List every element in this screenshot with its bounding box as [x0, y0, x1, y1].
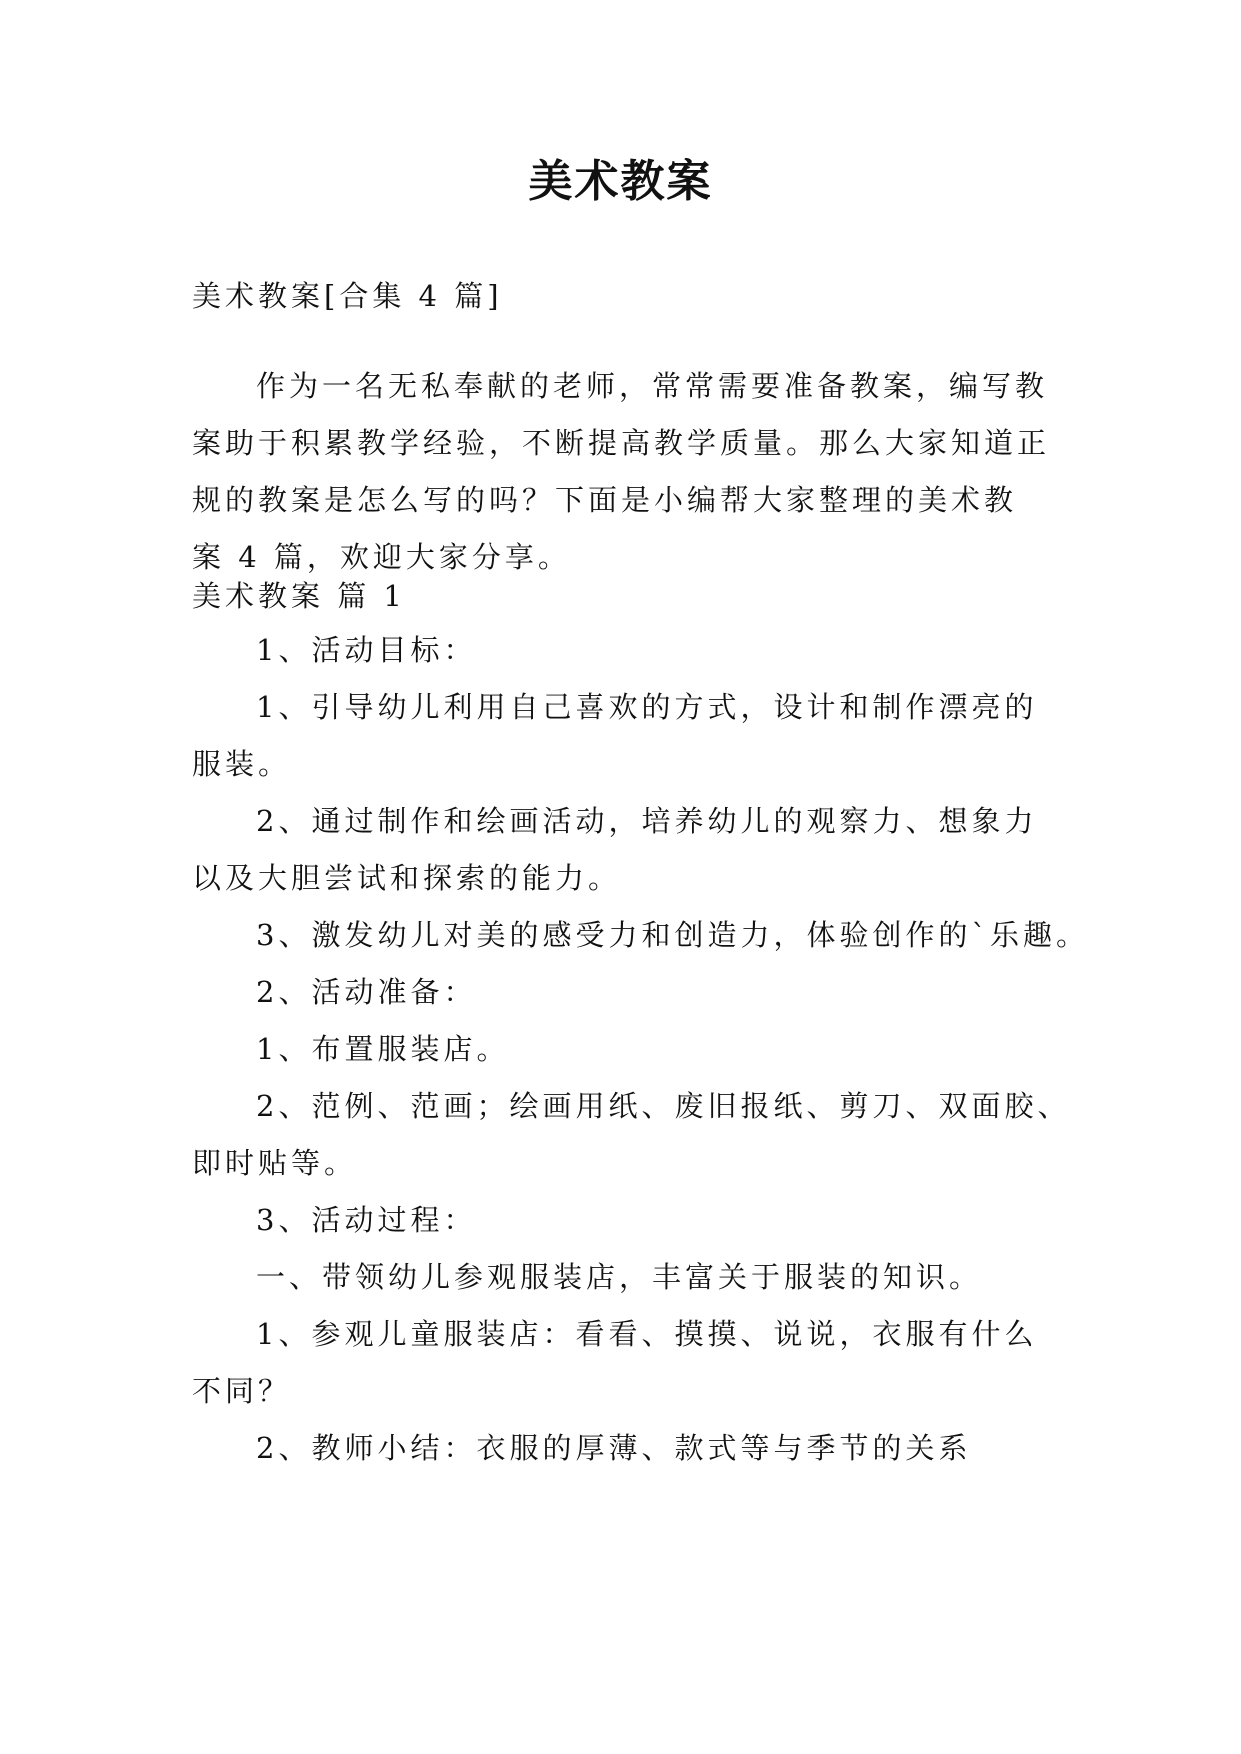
body-line: 服装。 [192, 747, 292, 781]
body-line: 2、通过制作和绘画活动，培养幼儿的观察力、想象力 [256, 804, 1038, 838]
body-line: 1、布置服装店。 [256, 1032, 510, 1066]
body-line: 即时贴等。 [192, 1146, 358, 1180]
body-line: 以及大胆尝试和探索的能力。 [192, 861, 622, 895]
document-title: 美术教案 [528, 156, 713, 207]
body-content [192, 622, 1089, 1477]
body-line: 2、范例、范画；绘画用纸、废旧报纸、剪刀、双面胶、 [256, 1089, 1071, 1123]
document-subtitle: 美术教案[合集 4 篇] [192, 279, 503, 313]
body-line: 1、活动目标： [256, 633, 477, 667]
intro-paragraph [192, 358, 1072, 586]
intro-line: 案助于积累教学经验，不断提高教学质量。那么大家知道正 [192, 426, 1051, 460]
body-line: 一、带领幼儿参观服装店，丰富关于服装的知识。 [256, 1260, 983, 1294]
body-line: 3、激发幼儿对美的感受力和创造力，体验创作的`乐趣。 [256, 918, 1089, 952]
body-line: 3、活动过程： [256, 1203, 477, 1237]
intro-line: 规的教案是怎么写的吗？下面是小编帮大家整理的美术教 [192, 483, 1018, 517]
body-line: 不同？ [192, 1374, 292, 1408]
body-line: 1、引导幼儿利用自己喜欢的方式，设计和制作漂亮的 [256, 690, 1038, 724]
body-line: 1、参观儿童服装店：看看、摸摸、说说，衣服有什么 [256, 1317, 1038, 1351]
intro-line: 作为一名无私奉献的老师，常常需要准备教案，编写教 [256, 369, 1049, 403]
intro-line: 案 4 篇，欢迎大家分享。 [192, 540, 571, 574]
body-line: 2、活动准备： [256, 975, 477, 1009]
section-heading: 美术教案 篇 1 [192, 579, 406, 613]
body-line: 2、教师小结：衣服的厚薄、款式等与季节的关系 [256, 1431, 972, 1465]
